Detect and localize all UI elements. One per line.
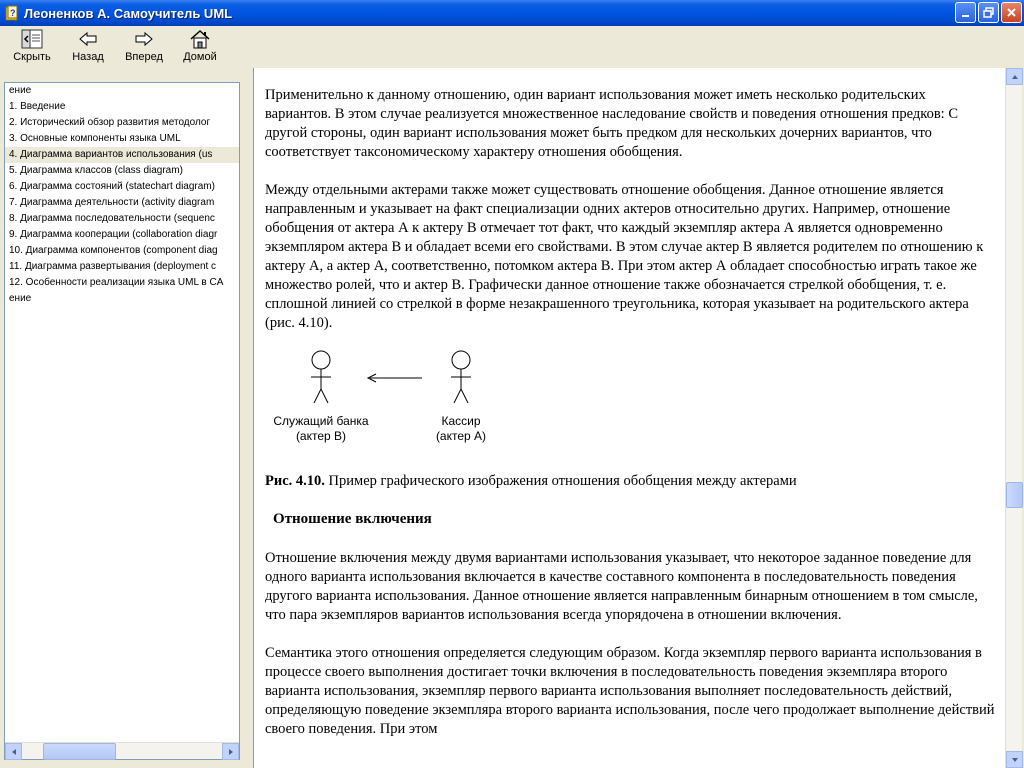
toc-item[interactable]: 6. Диаграмма состояний (statechart diagram) [9,181,215,192]
toc-item[interactable]: 7. Диаграмма деятельности (activity diagram [9,197,215,208]
title-bar[interactable] [0,0,1024,26]
toc-item[interactable]: 2. Исторический обзор развития методолог [9,117,211,128]
contents-horizontal-scrollbar[interactable] [5,742,239,759]
scroll-up-button[interactable] [1006,68,1023,85]
toc-item[interactable]: 4. Диаграмма вариантов использования (us [5,147,239,163]
scroll-left-button[interactable] [5,743,22,760]
scroll-right-button[interactable] [222,743,239,760]
toc-item[interactable]: 3. Основные компоненты языка UML [9,133,181,144]
vertical-scroll-thumb[interactable] [1006,482,1023,508]
horizontal-scroll-thumb[interactable] [43,743,116,760]
pane-splitter[interactable] [240,68,252,768]
hide-label: Скрыть [13,51,51,63]
paragraph: Между отдельными актерами также может существовать отношение обобщения. Данное отношение является направленным и указывает на факт специализации одних актеров относительно других. Например, отношение обобщения от актера А к актеру В отмечает тот факт, что каждый экземпляр актера А является одновременно экземпляром актера В и обладает всеми его свойствами. В этом случае актер В является родителем по отношению к актеру А, а актер А, соответственно, потомком актера В. При этом актер А обладает способностью играть такое же множество ролей, что и актер В. Графически данное отношение также обозначается стрелкой обобщения, т. е. сплошной линией со стрелкой в форме незакрашенного треугольника, которая указывает на родительского актера (рис. 4.10). [265,182,984,331]
actor-a-figure [451,351,471,403]
caption-number: Рис. 4.10. [265,473,325,489]
home-icon [189,29,211,49]
arrow-down-icon [1011,756,1019,764]
toc-item[interactable]: ение [9,85,32,96]
back-label: Назад [72,51,104,63]
toc-item[interactable]: 8. Диаграмма последовательности (sequenc [9,213,215,224]
generalization-arrow [368,374,422,382]
figure-4-10-diagram [254,343,514,453]
scroll-down-button[interactable] [1006,751,1023,768]
section-heading: Отношение включения [273,511,432,527]
caption-text: Пример графического изображения отношения обобщения между актерами [324,473,797,489]
toc-item[interactable]: 9. Диаграмма кооперации (collaboration diagr [9,229,218,240]
paragraph: Семантика этого отношения определяется следующим образом. Когда экземпляр первого варианта использования в процессе своего выполнения достигает точки включения в последовательность поведения экземпляра второго варианта использования, экземпляр первого варианта использования выполняет последовательность действий, определяющую поведение экземпляра второго варианта использования, после чего продолжает выполнение действий своего поведения. При этом [265,645,995,737]
actor-b-role: (актер В) [295,429,347,443]
hide-pane-icon [21,29,43,49]
actor-b-figure [311,351,331,403]
toc-item[interactable]: 10. Диаграмма компонентов (component diag [9,245,218,256]
toc-item[interactable]: 11. Диаграмма развертывания (deployment c [9,261,217,272]
figure-caption [265,473,797,490]
arrow-right-icon [227,748,235,756]
arrow-up-icon [1011,73,1019,81]
toc-item[interactable]: 12. Особенности реализации языка UML в CA [9,277,224,288]
paragraph: Применительно к данному отношению, один вариант использования может иметь несколько родительских вариантов. В этом случае реализуется множественное наследование свойств и поведения отношения предков: С другой стороны, один вариант использования может быть предком для нескольких дочерних вариантов, что соответствует таксономическому характеру отношения обобщения. [265,87,959,160]
hide-button[interactable] [4,26,60,66]
paragraph: Отношение включения между двумя вариантами использования указывает, что некоторое заданное поведение для одного варианта использования включается в качестве составного компонента в последовательность поведения другого варианта использования. Данное отношение является направленным бинарным отношением в том смысле, что пара экземпляров вариантов использования всегда упорядочена в отношении включения. [265,550,978,623]
home-label: Домой [183,51,217,63]
contents-tree [5,83,239,741]
restore-button[interactable] [978,2,999,23]
minimize-icon [960,7,971,18]
svg-text:?: ? [10,8,16,18]
toc-item[interactable]: 5. Диаграмма классов (class diagram) [9,165,183,176]
forward-arrow-icon [134,31,154,47]
forward-label: Вперед [125,51,163,63]
actor-b-name: Служащий банка [273,414,369,428]
window-title: Леоненков А. Самоучитель UML [24,5,233,21]
toolbar [0,26,1024,68]
generalization-diagram [254,343,514,423]
close-button[interactable] [1001,2,1022,23]
toc-item[interactable]: ение [9,293,32,304]
arrow-left-icon [10,748,18,756]
help-book-icon [4,5,20,21]
contents-pane [4,82,240,760]
forward-button[interactable] [116,26,172,66]
actor-a-role: (актер А) [435,429,487,443]
restore-icon [983,7,994,18]
home-button[interactable] [172,26,228,66]
toc-item[interactable]: 1. Введение [9,101,66,112]
close-icon [1006,7,1017,18]
minimize-button[interactable] [955,2,976,23]
topic-content [253,68,1005,768]
content-vertical-scrollbar[interactable] [1005,68,1022,768]
actor-a-name: Кассир [441,414,481,428]
back-arrow-icon [78,31,98,47]
back-button[interactable] [60,26,116,66]
